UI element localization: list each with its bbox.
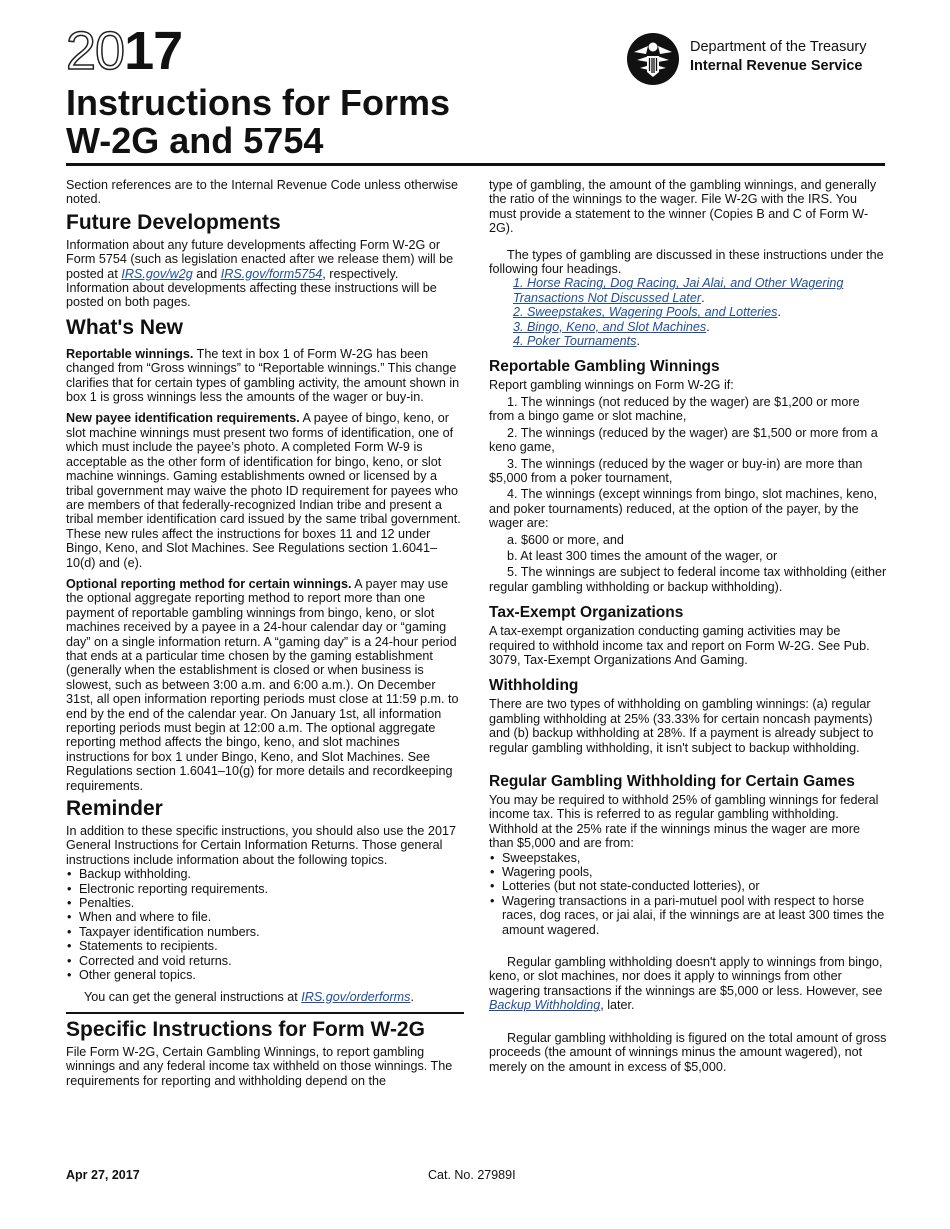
list-item: • Other general topics. (66, 968, 464, 982)
reportable-gambling-intro: Report gambling winnings on Form W-2G if: (489, 378, 734, 393)
link-poker-tournaments[interactable]: 4. Poker Tournaments (513, 334, 637, 349)
list-item: 4. The winnings (except winnings from bingo, slot machines, keno, and poker tournaments) reduced, at the option of the payer, by the wager are: (489, 487, 878, 531)
link-horse-racing[interactable]: 1. Horse Racing, Dog Racing, Jai Alai, and Other Wagering Transactions Not Discussed Later (513, 276, 844, 305)
list-item: 1. The winnings (not reduced by the wager) are $1,200 or more from a bingo game or slot machine, (489, 394, 860, 424)
gambling-types-links: 1. Horse Racing, Dog Racing, Jai Alai, and Other Wagering Transactions Not Discussed Later. 2. Sweepstakes, Wagering Pools, and Lotteries. 3. Bingo, Keno, and Slot Machines. 4. Poker Tournaments. (513, 276, 844, 349)
backup-withholding-link[interactable]: Backup Withholding (489, 998, 601, 1013)
revision-date: Apr 27, 2017 (66, 1168, 140, 1182)
list-item: • Electronic reporting requirements. (66, 882, 464, 896)
reminder-heading: Reminder (66, 797, 163, 821)
intro-text: Section references are to the Internal Revenue Code unless otherwise noted. (66, 178, 459, 207)
specific-instructions-heading: Specific Instructions for Form W-2G (66, 1017, 425, 1041)
document-title-line-2: W-2G and 5754 (66, 120, 324, 161)
general-instructions-text: You can get the general instructions at IRS.gov/orderforms. (84, 989, 414, 1004)
right-column (489, 178, 887, 1074)
irs-eagle-logo-icon (624, 32, 682, 86)
link-sweepstakes[interactable]: 2. Sweepstakes, Wagering Pools, and Lotteries (513, 305, 778, 320)
list-item: • Sweepstakes, (489, 851, 887, 865)
reminder-text: In addition to these specific instructions, you should also use the 2017 General Instructions for Certain Information Returns. Those general instructions include information about the following topics. (66, 824, 456, 867)
specific-instructions-text: File Form W-2G, Certain Gambling Winnings, to report gambling winnings and any federal income tax withheld on those winnings. The requirements for reporting and withholding depend on the (66, 1044, 453, 1088)
list-item: • When and where to file. (66, 910, 464, 924)
regular-withholding-text: You may be required to withhold 25% of gambling winnings for federal income tax. This is referred to as regular gambling withholding. Withhold at the 25% rate if the winnings minus the wager are more than $5,000 and are from: (489, 793, 879, 851)
irs-orderforms-link[interactable]: IRS.gov/orderforms (301, 989, 411, 1004)
reportable-winnings-paragraph: Reportable winnings. The text in box 1 of Form W-2G has been changed from “Gross winnings” to “Reportable winnings.” This change clarifies that for certain types of gambling activity, the amount shown in box 1 is gross winnings less the amounts of the wager or buy-in. (66, 346, 460, 405)
withholding-text: There are two types of withholding on gambling winnings: (a) regular gambling withholding at 25% (33.33% for certain noncash payments) and (b) backup withholding at 28%. If a payment is already subject to regular gambling withholding, it isn't subject to backup withholding. (489, 697, 874, 755)
continued-text: type of gambling, the amount of the gambling winnings, and generally the ratio of the winnings to the wager. File W-2G with the IRS. You must provide a statement to the winner (Copies B and C of Form W-2G). (489, 178, 877, 236)
catalog-number: Cat. No. 27989I (428, 1168, 516, 1182)
reportable-subconditions-list (489, 533, 887, 564)
reportable-gambling-winnings-heading: Reportable Gambling Winnings (489, 358, 720, 376)
tax-year (66, 21, 183, 81)
title-divider (66, 163, 885, 166)
list-item: a. $600 or more, and (507, 532, 624, 547)
list-item: • Penalties. (66, 896, 464, 910)
figured-text: Regular gambling withholding is figured on the total amount of gross proceeds (the amount of winnings minus the amount wagered), not merely on the amount in excess of $5,000. (489, 1030, 887, 1074)
regular-withholding-list (489, 851, 887, 937)
irs-w2g-link[interactable]: IRS.gov/w2g (121, 266, 193, 281)
optional-reporting-paragraph: Optional reporting method for certain winnings. A payer may use the optional aggregate reporting method to report more than one payment of reportable gambling winnings from bingo, keno, or slot machines received by a payee in a 24-hour calendar day or “gaming day” on a single information return. A “gaming day” is a 24-hour period that ends at a particular time chosen by the gaming establishment (generally when the establishment is closed or when business is slowest, such as between 3:00 a.m. and 6:00 a.m.). On December 31st, all open information reporting periods must close at 11:59 p.m. to end by the end of the calendar year. On January 1st, all information reporting periods must begin at 12:00 a.m. The optional aggregate reporting method affects the bingo, keno, and slot machines instructions for box 1 under Bingo, Keno, and Slot Machines. See Regulations section 1.6041–10(g) for more details and recordkeeping requirements. (66, 576, 459, 793)
list-item: • Backup withholding. (66, 867, 464, 881)
tax-exempt-text: A tax-exempt organization conducting gaming activities may be required to withhold income tax and report on Form W-2G. See Pub. 3079, Tax-Exempt Organizations And Gaming. (489, 624, 870, 667)
gambling-types-text: The types of gambling are discussed in these instructions under the following four headings. (489, 247, 884, 277)
not-apply-text: Regular gambling withholding doesn't apply to winnings from bingo, keno, or slot machines, nor does it apply to winnings from other wagering transactions if the winnings are $5,000 or less. However, see Backup Withholding, later. (489, 955, 883, 1013)
future-developments-heading: Future Developments (66, 210, 281, 234)
list-item: • Wagering transactions in a pari-mutuel pool with respect to horse races, dog races, or jai alai, if the winnings are at least 300 times the amount wagered. (489, 894, 887, 937)
document-title-line-1: Instructions for Forms (66, 82, 451, 123)
section-divider (66, 1012, 464, 1014)
left-column (66, 178, 464, 1088)
reportable-conditions-list (489, 395, 887, 531)
agency-irs: Internal Revenue Service (690, 58, 863, 74)
tax-year-bold: 17 (124, 21, 183, 81)
list-item: b. At least 300 times the amount of the wager, or (507, 548, 778, 563)
withholding-heading: Withholding (489, 677, 579, 695)
document-title (66, 84, 450, 160)
regular-withholding-heading: Regular Gambling Withholding for Certain Games (489, 773, 855, 790)
future-developments-text: Information about any future developments affecting Form W-2G or Form 5754 (such as legislation enacted after we release them) will be posted at IRS.gov/w2g and IRS.gov/form5754, respectively. Information about developments affecting these instructions will be posted on both pages. (66, 237, 454, 310)
list-item: • Lotteries (but not state-conducted lotteries), or (489, 879, 887, 893)
link-bingo-keno-slots[interactable]: 3. Bingo, Keno, and Slot Machines (513, 319, 707, 334)
tax-exempt-heading: Tax-Exempt Organizations (489, 604, 684, 622)
list-item: • Wagering pools, (489, 865, 887, 879)
agency-department: Department of the Treasury (690, 39, 867, 55)
payee-identification-paragraph: New payee identification requirements. A payee of bingo, keno, or slot machine winnings must present two forms of identification, one of which must include the payee’s photo. A completed Form W-9 is acceptable as the other form of identification for bingo, keno, or slot machine winnings. Gaming establishments owned or licensed by a tribal government may waive the photo ID requirement for payees who are members of that federally-recognized Indian tribe and present a tribal member identification card issued by the same tribal government. These new rules affect the instructions for boxes 11 and 12 under Bingo, Keno, and Slot Machines. See Regulations section 1.6041–10(d) and (e). (66, 411, 461, 570)
irs-form5754-link[interactable]: IRS.gov/form5754 (220, 266, 323, 281)
list-item: 3. The winnings (reduced by the wager or buy-in) are more than $5,000 from a poker tournament, (489, 456, 863, 485)
list-item: • Statements to recipients. (66, 939, 464, 953)
whats-new-heading: What's New (66, 315, 184, 339)
agency-block (624, 32, 894, 86)
tax-year-outline: 20 (66, 21, 125, 81)
list-item: • Corrected and void returns. (66, 954, 464, 968)
list-item: 2. The winnings (reduced by the wager) are $1,500 or more from a keno game, (489, 425, 878, 455)
reminder-topics-list (66, 867, 464, 982)
list-item: 5. The winnings are subject to federal income tax withholding (either regular gambling withholding or backup withholding). (489, 565, 887, 594)
list-item: • Taxpayer identification numbers. (66, 925, 464, 939)
